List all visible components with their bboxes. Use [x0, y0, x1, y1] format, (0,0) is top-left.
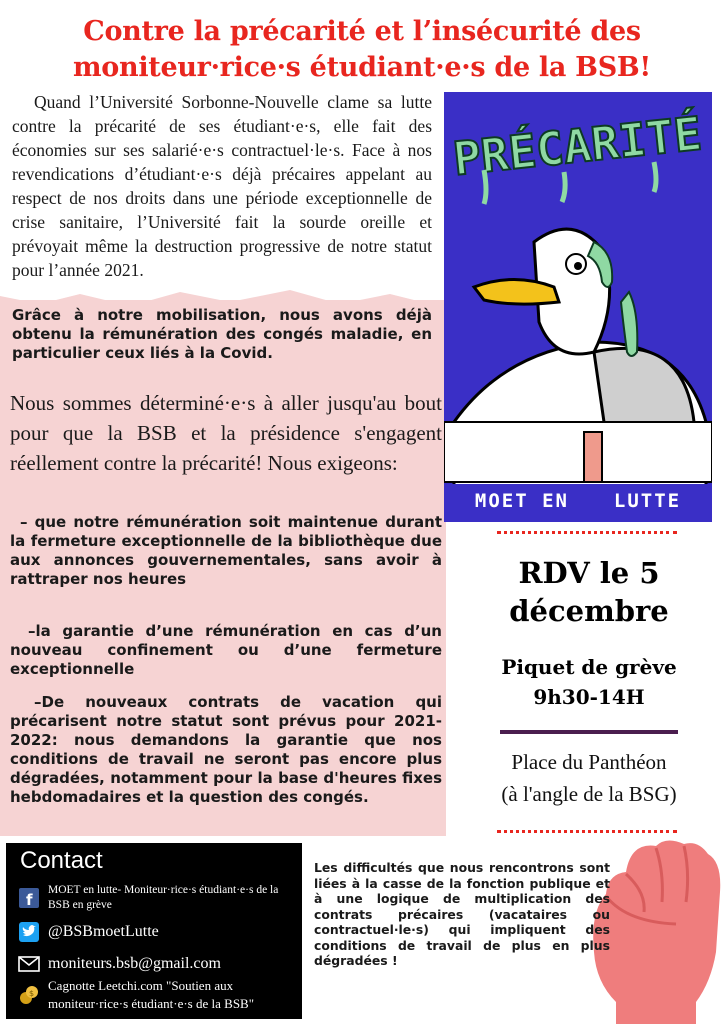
picket-info	[464, 652, 714, 712]
demand-item: –la garantie d’une rémunération en cas d’un nouveau confinement ou d’une fermeture exceptionnelle	[10, 622, 442, 678]
contact-title: Contact	[20, 847, 103, 874]
seagull-drawing	[444, 92, 712, 522]
page-title	[0, 14, 724, 86]
rdv-line-1: RDV le 5	[518, 556, 660, 590]
location-line-1: Place du Panthéon	[511, 750, 667, 774]
facebook-icon	[18, 887, 40, 909]
email-address[interactable]: moniteurs.bsb@gmail.com	[48, 955, 221, 972]
poster-footer	[444, 490, 712, 512]
rdv-line-2: décembre	[509, 594, 669, 628]
twitter-icon	[18, 921, 40, 943]
mobilisation-paragraph: Grâce à notre mobilisation, nous avons déjà obtenu la rémunération des congés maladie, en particulier ceux liés à la Covid.	[12, 306, 432, 362]
picket-hours: 9h30-14H	[533, 685, 645, 709]
location-line-2: (à l'angle de la BSG)	[501, 782, 677, 806]
twitter-handle[interactable]: @BSBmoetLutte	[48, 923, 159, 940]
svg-text:$: $	[29, 989, 35, 998]
determination-paragraph: Nous sommes déterminé·e·s à aller jusqu'au bout pour que la BSB et la présidence s'engagent réellement contre la précarité! Nous exigeons:	[10, 391, 442, 475]
demand-item: –De nouveaux contrats de vacation qui précarisent notre statut sont prévus pour 2021-2022: nous demandons la garantie que nos conditions de travail ne seront pas encore plus dégradées, notamment pour la base d'heures fixes hebdomadaires et la question des congés.	[10, 693, 442, 806]
purple-divider	[500, 730, 678, 734]
cagnotte-label[interactable]: Cagnotte Leetchi.com "Soutien aux moniteur·rice·s étudiant·e·s de la BSB"	[48, 978, 255, 1011]
dotted-divider-top	[497, 531, 677, 534]
title-line-1: Contre la précarité et l’insécurité des	[83, 16, 641, 47]
contact-cagnotte[interactable]	[18, 977, 298, 1013]
picket-line-1: Piquet de grève	[501, 655, 677, 679]
poster-footer-right: LUTTE	[613, 490, 682, 512]
poster-headline: PRÉCARITÉ	[450, 106, 705, 186]
contact-facebook[interactable]	[18, 883, 298, 913]
coins-icon	[18, 984, 40, 1006]
svg-text:f: f	[26, 891, 33, 908]
demand-item: – que notre rémunération soit maintenue durant la fermeture exceptionnelle de la bibliothèque due aux annonces gouvernementales, sans avoir à rattraper nos heures	[10, 513, 442, 588]
rdv-date	[464, 554, 714, 630]
title-line-2: moniteur·rice·s étudiant·e·s de la BSB!	[73, 52, 651, 83]
facebook-label[interactable]: MOET en lutte- Moniteur·rice·s étudiant·e·s de la BSB en grève	[48, 884, 279, 911]
difficulties-paragraph: Les difficultés que nous rencontrons sont liées à la casse de la fonction publique et à une logique de multiplication des contrats précaires (vacataires ou contractuel·le·s) qui impliquent des conditions de travail de plus en plus dégradées !	[314, 860, 610, 968]
contact-box	[6, 843, 302, 1019]
contact-twitter[interactable]	[18, 921, 298, 943]
event-location	[464, 746, 714, 810]
poster-footer-left: MOET EN	[474, 490, 569, 512]
mail-icon	[18, 953, 40, 975]
intro-paragraph: Quand l’Université Sorbonne-Nouvelle clame sa lutte contre la précarité de ses étudiant·e·s, elle fait des économies sur ses salarié·e·s contractuel·le·s. Face à nos revendications d’étudiant·e·s déjà précaires appelant au respect de nos droits dans une période exceptionnelle de crise sanitaire, l’Université fait la sourde oreille et prévoyait même la destruction progressive de notre statut pour l’année 2021.	[12, 92, 432, 280]
poster-illustration	[444, 92, 712, 522]
contact-email[interactable]	[18, 953, 298, 975]
